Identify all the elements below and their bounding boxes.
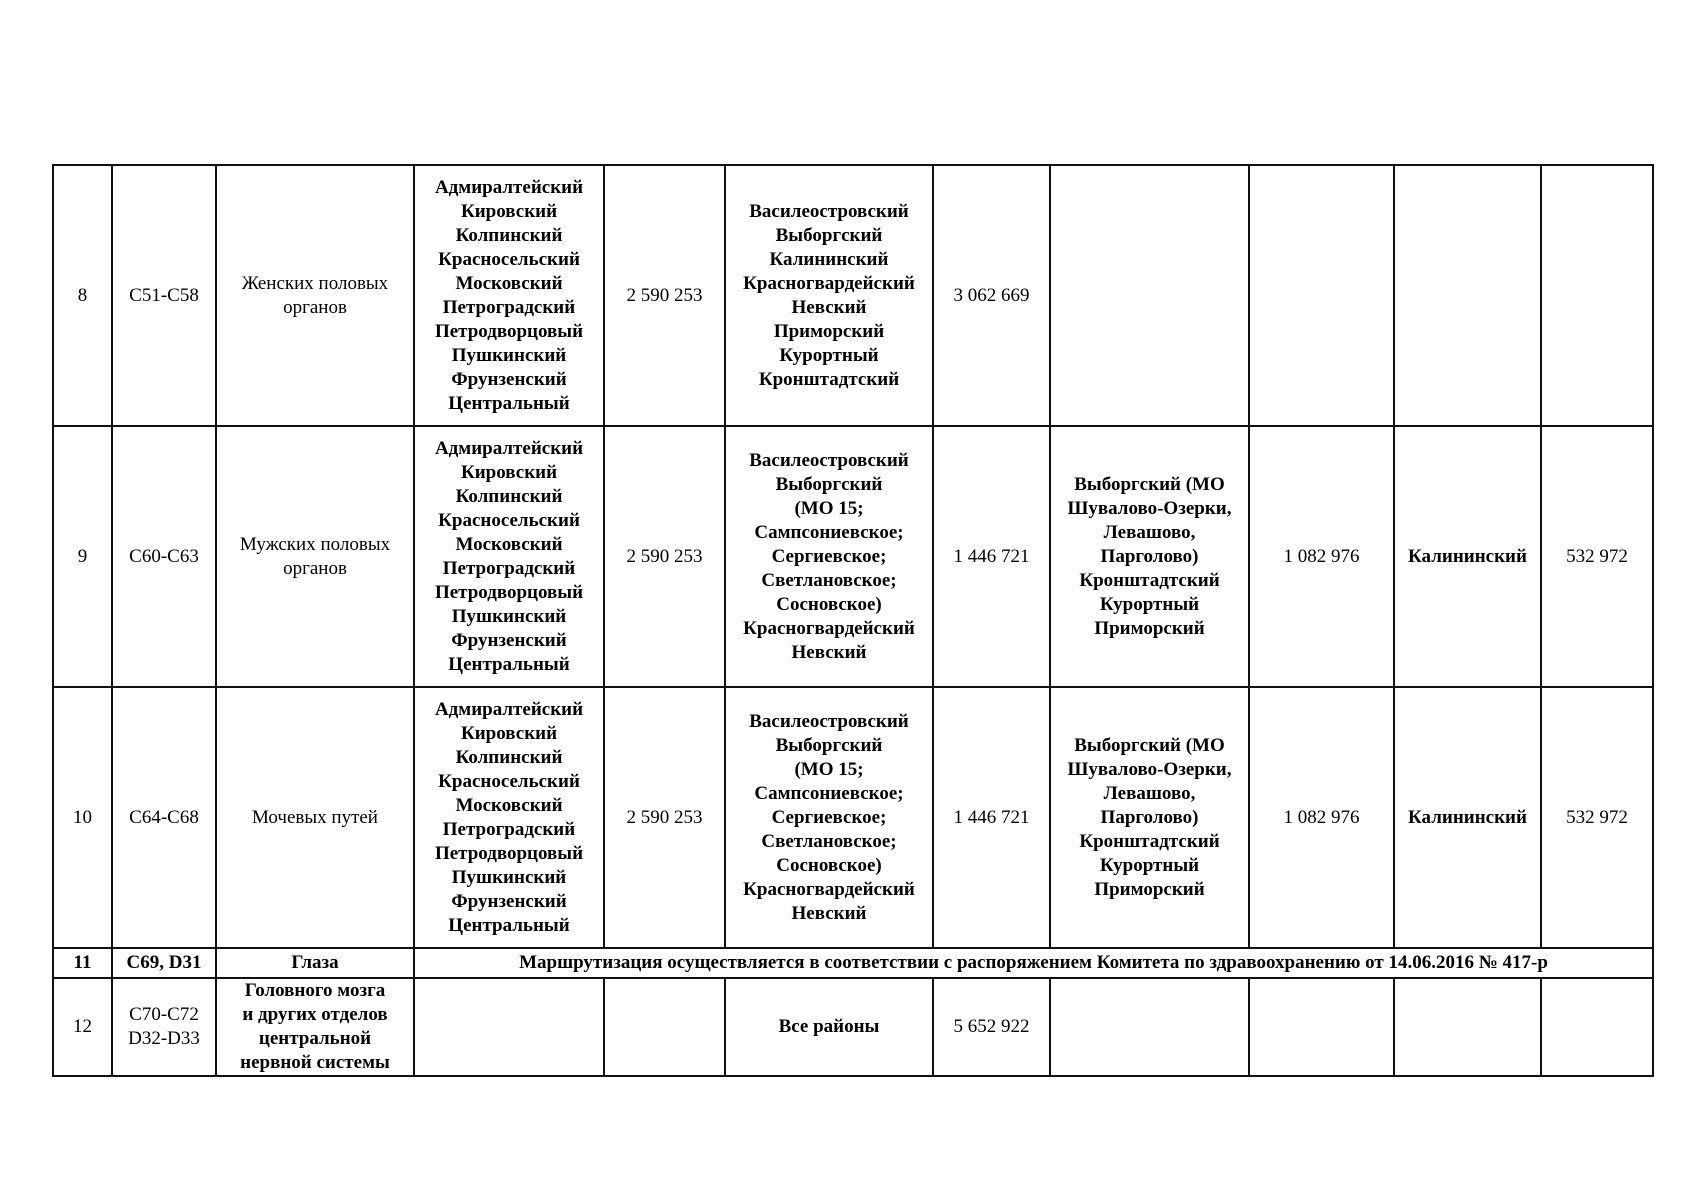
district-list-1 bbox=[414, 978, 604, 1076]
organ-name: Женских половых органов bbox=[216, 165, 414, 426]
row-number: 8 bbox=[53, 165, 112, 426]
icd-code: C64-C68 bbox=[112, 687, 216, 948]
organ-name: Мужских половых органов bbox=[216, 426, 414, 687]
organ-name: Мочевых путей bbox=[216, 687, 414, 948]
icd-code: C70-C72 D32-D33 bbox=[112, 978, 216, 1076]
routing-note: Маршрутизация осуществляется в соответствии с распоряжением Комитета по здравоохранению от 14.06.2016 № 417-р bbox=[414, 948, 1653, 978]
district-list-3: Выборгский (МО Шувалово-Озерки, Левашово, Парголово) Кронштадтский Курортный Приморский bbox=[1050, 426, 1249, 687]
population-4 bbox=[1541, 978, 1653, 1076]
district-list-4 bbox=[1394, 165, 1541, 426]
icd-code: C69, D31 bbox=[112, 948, 216, 978]
organ-name: Головного мозга и других отделов центральной нервной системы bbox=[216, 978, 414, 1076]
district-list-3 bbox=[1050, 978, 1249, 1076]
district-list-2: Василеостровский Выборгский Калининский Красногвардейский Невский Приморский Курортный Кронштадтский bbox=[725, 165, 933, 426]
district-list-4: Калининский bbox=[1394, 426, 1541, 687]
population-1: 2 590 253 bbox=[604, 426, 725, 687]
district-list-4 bbox=[1394, 978, 1541, 1076]
row-number: 10 bbox=[53, 687, 112, 948]
population-3: 1 082 976 bbox=[1249, 426, 1394, 687]
district-list-1: Адмиралтейский Кировский Колпинский Красносельский Московский Петроградский Петродворцовый Пушкинский Фрунзенский Центральный bbox=[414, 426, 604, 687]
icd-code: C60-C63 bbox=[112, 426, 216, 687]
icd-code: C51-C58 bbox=[112, 165, 216, 426]
table-row bbox=[53, 687, 1653, 948]
population-3 bbox=[1249, 165, 1394, 426]
population-4: 532 972 bbox=[1541, 687, 1653, 948]
organ-name: Глаза bbox=[216, 948, 414, 978]
district-list-4: Калининский bbox=[1394, 687, 1541, 948]
district-list-1: Адмиралтейский Кировский Колпинский Красносельский Московский Петроградский Петродворцовый Пушкинский Фрунзенский Центральный bbox=[414, 165, 604, 426]
population-1 bbox=[604, 978, 725, 1076]
population-1: 2 590 253 bbox=[604, 165, 725, 426]
row-number: 9 bbox=[53, 426, 112, 687]
district-list-3 bbox=[1050, 165, 1249, 426]
population-2: 3 062 669 bbox=[933, 165, 1050, 426]
population-4 bbox=[1541, 165, 1653, 426]
table-row bbox=[53, 978, 1653, 1076]
population-2: 1 446 721 bbox=[933, 687, 1050, 948]
population-1: 2 590 253 bbox=[604, 687, 725, 948]
district-list-3: Выборгский (МО Шувалово-Озерки, Левашово, Парголово) Кронштадтский Курортный Приморский bbox=[1050, 687, 1249, 948]
table-row bbox=[53, 165, 1653, 426]
population-3 bbox=[1249, 978, 1394, 1076]
population-2: 1 446 721 bbox=[933, 426, 1050, 687]
row-number: 12 bbox=[53, 978, 112, 1076]
routing-table bbox=[52, 164, 1654, 1077]
district-list-2: Василеостровский Выборгский (МО 15; Сампсониевское; Сергиевское; Светлановское; Сосновское) Красногвардейский Невский bbox=[725, 687, 933, 948]
table-row bbox=[53, 426, 1653, 687]
row-number: 11 bbox=[53, 948, 112, 978]
district-list-2: Василеостровский Выборгский (МО 15; Сампсониевское; Сергиевское; Светлановское; Сосновское) Красногвардейский Невский bbox=[725, 426, 933, 687]
population-2: 5 652 922 bbox=[933, 978, 1050, 1076]
population-4: 532 972 bbox=[1541, 426, 1653, 687]
population-3: 1 082 976 bbox=[1249, 687, 1394, 948]
district-list-1: Адмиралтейский Кировский Колпинский Красносельский Московский Петроградский Петродворцовый Пушкинский Фрунзенский Центральный bbox=[414, 687, 604, 948]
district-list-2: Все районы bbox=[725, 978, 933, 1076]
table-row bbox=[53, 948, 1653, 978]
